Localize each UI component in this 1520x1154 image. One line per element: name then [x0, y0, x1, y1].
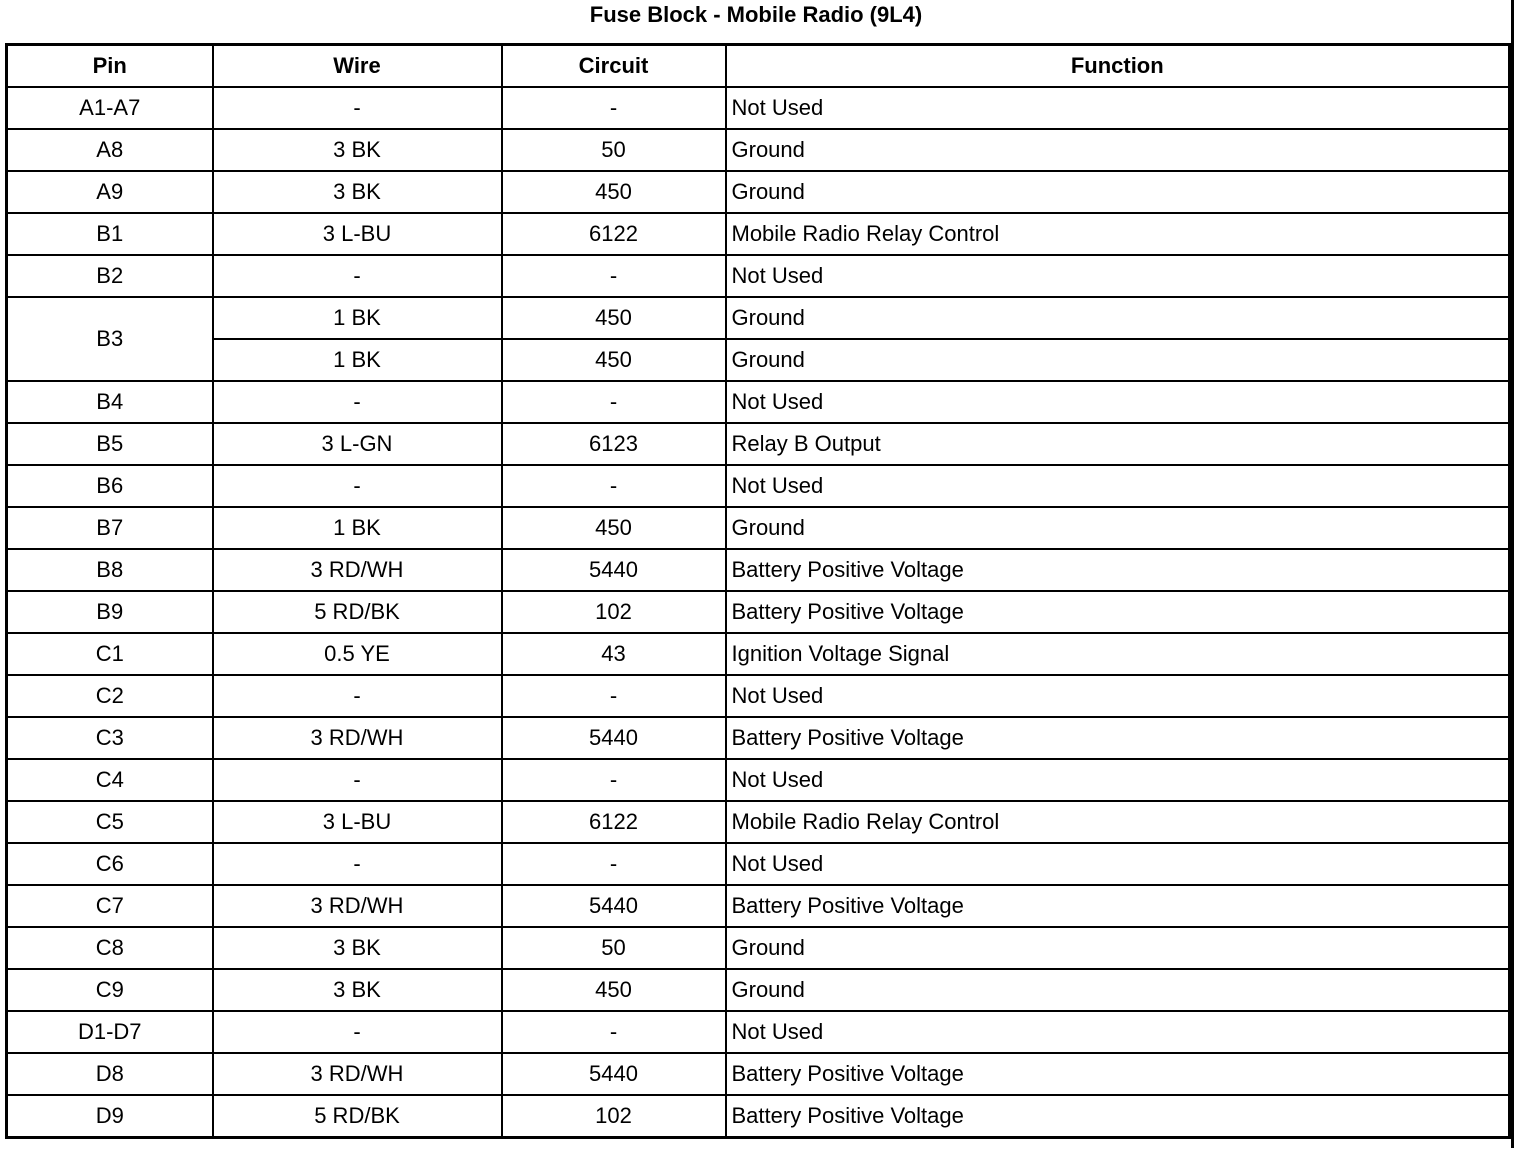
cell-function: Ground: [726, 171, 1510, 213]
cell-circuit: 450: [502, 339, 726, 381]
table-row: [7, 1095, 1510, 1138]
cell-function: Ground: [726, 969, 1510, 1011]
cell-function: Ground: [726, 129, 1510, 171]
table-row: [7, 255, 1510, 297]
cell-pin: B4: [7, 381, 213, 423]
cell-wire: -: [213, 1011, 502, 1053]
cell-function: Not Used: [726, 675, 1510, 717]
column-header-circuit: Circuit: [502, 45, 726, 88]
cell-circuit: 5440: [502, 1053, 726, 1095]
cell-wire: -: [213, 465, 502, 507]
cell-circuit: 450: [502, 171, 726, 213]
cell-wire: 3 BK: [213, 129, 502, 171]
table-row: [7, 549, 1510, 591]
cell-function: Ground: [726, 507, 1510, 549]
cell-function: Battery Positive Voltage: [726, 885, 1510, 927]
table-row: [7, 465, 1510, 507]
cell-pin: B8: [7, 549, 213, 591]
cell-wire: 3 L-BU: [213, 801, 502, 843]
table-row: [7, 297, 1510, 339]
cell-wire: -: [213, 675, 502, 717]
pinout-table: [5, 43, 1511, 1139]
cell-circuit: 450: [502, 969, 726, 1011]
cell-pin: C4: [7, 759, 213, 801]
table-row: [7, 759, 1510, 801]
cell-wire: 3 L-BU: [213, 213, 502, 255]
cell-wire: -: [213, 87, 502, 129]
cell-circuit: -: [502, 759, 726, 801]
cell-circuit: 102: [502, 1095, 726, 1138]
cell-function: Ground: [726, 339, 1510, 381]
cell-pin: B9: [7, 591, 213, 633]
cell-pin: C8: [7, 927, 213, 969]
table-row: [7, 591, 1510, 633]
cell-wire: 3 BK: [213, 969, 502, 1011]
column-header-wire: Wire: [213, 45, 502, 88]
table-row: [7, 717, 1510, 759]
cell-function: Not Used: [726, 843, 1510, 885]
table-row: [7, 381, 1510, 423]
cell-function: Battery Positive Voltage: [726, 717, 1510, 759]
table-row: [7, 633, 1510, 675]
cell-pin: D1-D7: [7, 1011, 213, 1053]
cell-circuit: 6123: [502, 423, 726, 465]
cell-function: Mobile Radio Relay Control: [726, 213, 1510, 255]
cell-wire: -: [213, 255, 502, 297]
cell-wire: 5 RD/BK: [213, 591, 502, 633]
table-title: Fuse Block - Mobile Radio (9L4): [589, 2, 923, 27]
cell-pin: B6: [7, 465, 213, 507]
cell-pin: A1-A7: [7, 87, 213, 129]
table-row: [7, 339, 1510, 381]
cell-wire: 3 L-GN: [213, 423, 502, 465]
cell-wire: -: [213, 381, 502, 423]
table-row: [7, 675, 1510, 717]
cell-pin: C9: [7, 969, 213, 1011]
table-row: [7, 885, 1510, 927]
cell-function: Ignition Voltage Signal: [726, 633, 1510, 675]
cell-circuit: 50: [502, 129, 726, 171]
cell-function: Battery Positive Voltage: [726, 549, 1510, 591]
cell-wire: 1 BK: [213, 297, 502, 339]
cell-function: Not Used: [726, 465, 1510, 507]
cell-wire: 3 BK: [213, 927, 502, 969]
table-row: [7, 969, 1510, 1011]
cell-pin: C7: [7, 885, 213, 927]
table-row: [7, 171, 1510, 213]
cell-pin: C5: [7, 801, 213, 843]
cell-wire: -: [213, 759, 502, 801]
cell-circuit: 5440: [502, 549, 726, 591]
cell-circuit: 450: [502, 507, 726, 549]
cell-pin: C1: [7, 633, 213, 675]
table-row: [7, 423, 1510, 465]
cell-pin: B3: [7, 297, 213, 381]
cell-function: Ground: [726, 927, 1510, 969]
cell-circuit: -: [502, 675, 726, 717]
cell-pin: B7: [7, 507, 213, 549]
cell-function: Battery Positive Voltage: [726, 1095, 1510, 1138]
cell-function: Not Used: [726, 255, 1510, 297]
table-row: [7, 213, 1510, 255]
cell-wire: 1 BK: [213, 339, 502, 381]
cell-pin: C3: [7, 717, 213, 759]
cell-circuit: 43: [502, 633, 726, 675]
cell-circuit: 6122: [502, 213, 726, 255]
cell-wire: 3 BK: [213, 171, 502, 213]
cell-circuit: 6122: [502, 801, 726, 843]
cell-circuit: 5440: [502, 885, 726, 927]
cell-function: Not Used: [726, 759, 1510, 801]
cell-wire: 3 RD/WH: [213, 717, 502, 759]
cell-function: Not Used: [726, 381, 1510, 423]
table-row: [7, 1011, 1510, 1053]
cell-circuit: -: [502, 255, 726, 297]
cell-pin: C6: [7, 843, 213, 885]
cell-pin: D9: [7, 1095, 213, 1138]
table-row: [7, 801, 1510, 843]
cell-wire: 3 RD/WH: [213, 885, 502, 927]
cell-circuit: -: [502, 87, 726, 129]
cell-wire: 5 RD/BK: [213, 1095, 502, 1138]
cell-pin: B2: [7, 255, 213, 297]
table-body: [7, 87, 1510, 1138]
cell-wire: -: [213, 843, 502, 885]
page-border: [1511, 0, 1514, 1148]
cell-function: Battery Positive Voltage: [726, 591, 1510, 633]
cell-pin: B1: [7, 213, 213, 255]
cell-circuit: -: [502, 1011, 726, 1053]
column-header-pin: Pin: [7, 45, 213, 88]
cell-function: Battery Positive Voltage: [726, 1053, 1510, 1095]
header-row: [7, 45, 1510, 88]
cell-function: Relay B Output: [726, 423, 1510, 465]
cell-circuit: -: [502, 843, 726, 885]
cell-function: Ground: [726, 297, 1510, 339]
cell-circuit: 102: [502, 591, 726, 633]
cell-circuit: 450: [502, 297, 726, 339]
cell-function: Not Used: [726, 1011, 1510, 1053]
table-row: [7, 507, 1510, 549]
cell-function: Mobile Radio Relay Control: [726, 801, 1510, 843]
column-header-function: Function: [726, 45, 1510, 88]
table-row: [7, 843, 1510, 885]
cell-wire: 0.5 YE: [213, 633, 502, 675]
cell-pin: B5: [7, 423, 213, 465]
cell-pin: A9: [7, 171, 213, 213]
cell-circuit: 50: [502, 927, 726, 969]
cell-wire: 1 BK: [213, 507, 502, 549]
cell-circuit: -: [502, 465, 726, 507]
cell-pin: C2: [7, 675, 213, 717]
cell-circuit: -: [502, 381, 726, 423]
cell-circuit: 5440: [502, 717, 726, 759]
cell-pin: A8: [7, 129, 213, 171]
cell-wire: 3 RD/WH: [213, 1053, 502, 1095]
table-row: [7, 129, 1510, 171]
cell-wire: 3 RD/WH: [213, 549, 502, 591]
table-row: [7, 1053, 1510, 1095]
cell-pin: D8: [7, 1053, 213, 1095]
cell-function: Not Used: [726, 87, 1510, 129]
table-row: [7, 87, 1510, 129]
table-row: [7, 927, 1510, 969]
